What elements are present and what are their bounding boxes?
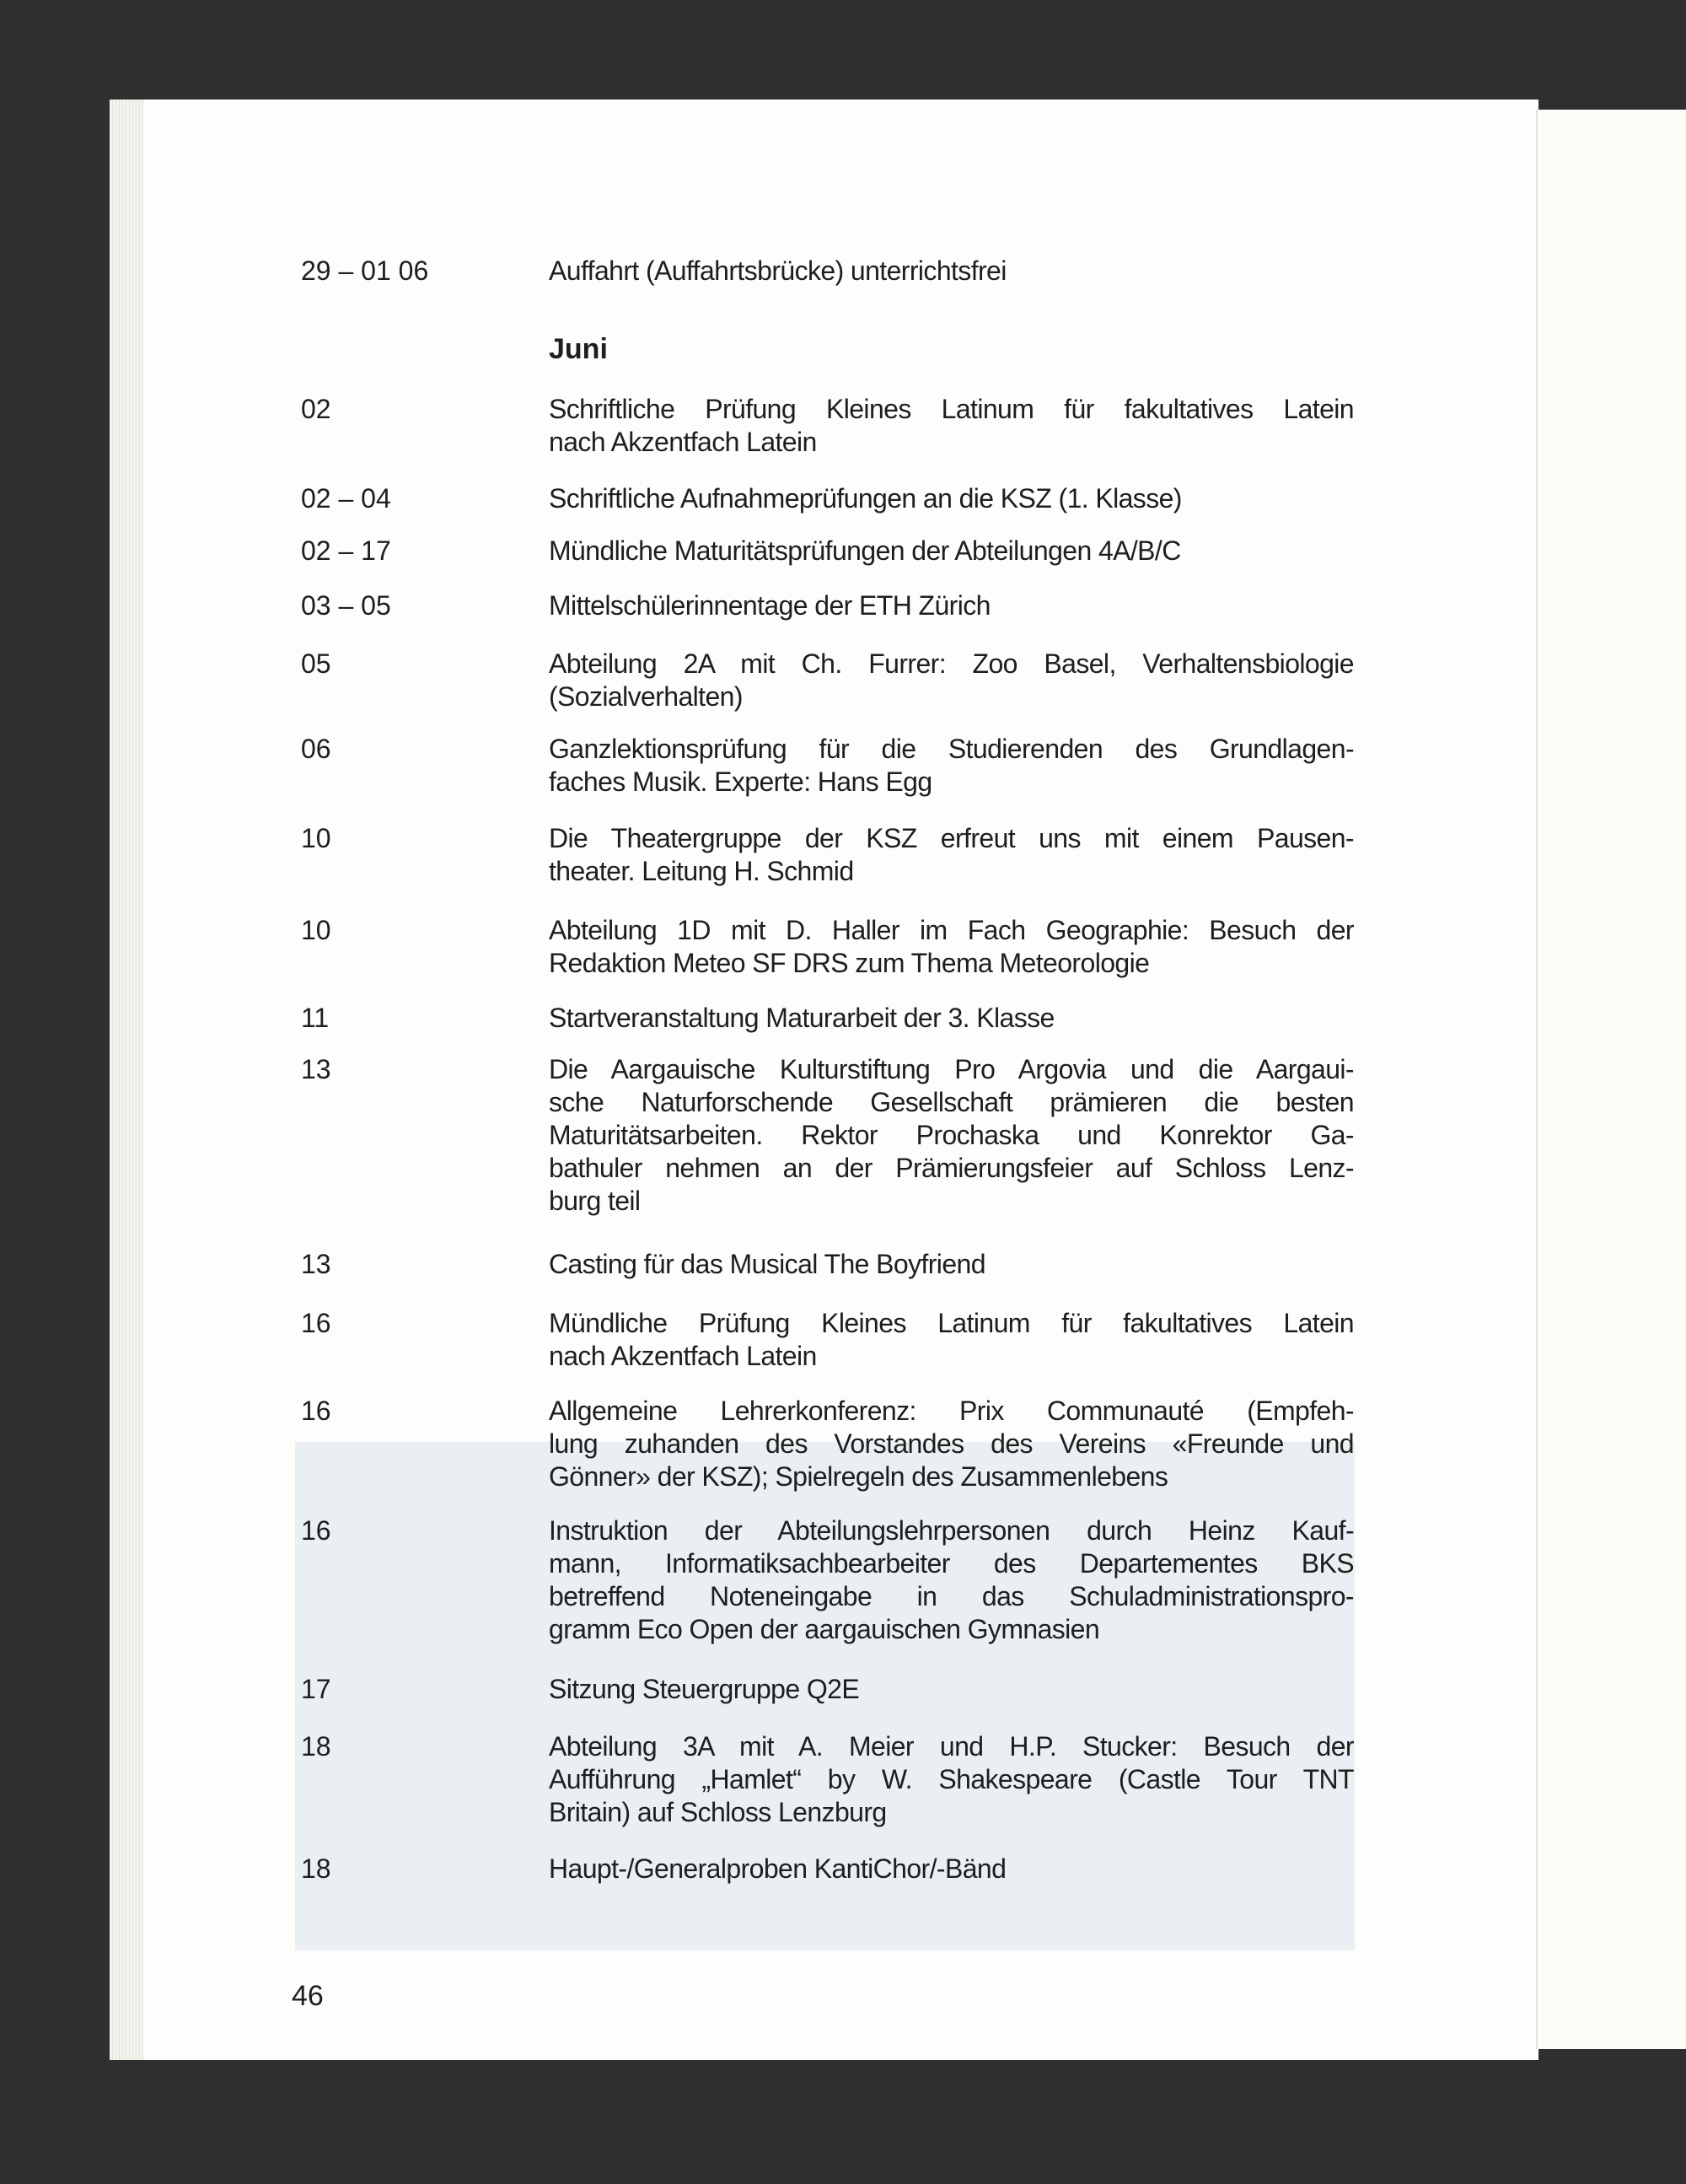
entry-description — [549, 482, 1354, 515]
facing-page-edge — [1536, 110, 1686, 2049]
entry-line: nach Akzentfach Latein — [549, 1341, 817, 1371]
entry-line: gramm Eco Open der aargauischen Gymnasien — [549, 1614, 1100, 1644]
entry-line: Mittelschülerinnentage der ETH Zürich — [549, 590, 991, 621]
entry-description — [549, 1853, 1354, 1885]
entry-date: 18 — [301, 1853, 331, 1884]
entry-date: 16 — [301, 1515, 331, 1546]
entry-date: 03 – 05 — [301, 590, 391, 621]
entry-date: 16 — [301, 1396, 331, 1426]
entry-line: burg teil — [549, 1186, 641, 1216]
entry-date: 13 — [301, 1054, 331, 1084]
entry-date: 29 – 01 06 — [301, 256, 429, 286]
entry-line: Mündliche Maturitätsprüfungen der Abteilungen 4A/B/C — [549, 535, 1181, 566]
entry-line: Auffahrt (Auffahrtsbrücke) unterrichtsfrei — [549, 256, 1007, 286]
entry-line: bathuler nehmen an der Prämierungsfeier auf Schloss Lenz- — [549, 1153, 1354, 1183]
month-heading: Juni — [549, 333, 608, 365]
entry-line: (Sozialverhalten) — [549, 681, 743, 712]
entry-description — [549, 589, 1354, 622]
entry-description — [549, 1395, 1354, 1493]
entry-description — [549, 1307, 1354, 1373]
entry-date: 02 — [301, 394, 331, 424]
entry-description — [549, 1514, 1354, 1646]
entry-description — [549, 535, 1354, 568]
entry-description — [549, 822, 1354, 888]
entry-date: 05 — [301, 648, 331, 679]
entry-description — [549, 1730, 1354, 1829]
entry-date: 13 — [301, 1249, 331, 1279]
entry-date: 02 – 04 — [301, 483, 391, 514]
entry-line: Abteilung 2A mit Ch. Furrer: Zoo Basel, Verhaltensbiologie — [549, 648, 1354, 679]
entry-line: mann, Informatiksachbearbeiter des Departementes BKS — [549, 1548, 1354, 1579]
entry-date: 16 — [301, 1308, 331, 1338]
entry-line: Aufführung „Hamlet“ by W. Shakespeare (Castle Tour TNT — [549, 1764, 1354, 1794]
entry-line: Maturitätsarbeiten. Rektor Prochaska und Konrektor Ga- — [549, 1120, 1354, 1150]
page-edges — [110, 100, 143, 2060]
entry-line: faches Musik. Experte: Hans Egg — [549, 767, 932, 797]
entry-description — [549, 393, 1354, 459]
entry-line: Abteilung 3A mit A. Meier und H.P. Stucker: Besuch der — [549, 1731, 1354, 1762]
entry-date: 06 — [301, 734, 331, 764]
entry-line: Allgemeine Lehrerkonferenz: Prix Communauté (Empfeh- — [549, 1396, 1354, 1426]
entry-description — [549, 1248, 1354, 1281]
entry-line: Mündliche Prüfung Kleines Latinum für fakultatives Latein — [549, 1308, 1354, 1338]
entry-line: nach Akzentfach Latein — [549, 427, 817, 457]
entry-description — [549, 1053, 1354, 1218]
entry-line: Gönner» der KSZ); Spielregeln des Zusammenlebens — [549, 1461, 1168, 1492]
entry-description — [549, 648, 1354, 713]
entry-date: 18 — [301, 1731, 331, 1762]
entry-line: sche Naturforschende Gesellschaft prämieren die besten — [549, 1087, 1354, 1117]
entry-line: lung zuhanden des Vorstandes des Vereins «Freunde und — [549, 1428, 1354, 1459]
entry-line: Sitzung Steuergruppe Q2E — [549, 1674, 860, 1704]
entry-description — [549, 1673, 1354, 1706]
entry-line: Abteilung 1D mit D. Haller im Fach Geographie: Besuch der — [549, 915, 1354, 945]
entry-line: Die Aargauische Kulturstiftung Pro Argovia und die Aargaui- — [549, 1054, 1354, 1084]
entry-date: 11 — [301, 1003, 330, 1033]
entry-line: betreffend Noteneingabe in das Schuladministrationspro- — [549, 1581, 1354, 1611]
entry-date: 10 — [301, 915, 331, 945]
entry-date: 17 — [301, 1674, 331, 1704]
entry-date: 02 – 17 — [301, 535, 391, 566]
entry-line: Schriftliche Aufnahmeprüfungen an die KSZ (1. Klasse) — [549, 483, 1182, 514]
entry-date: 10 — [301, 823, 331, 853]
entry-line: theater. Leitung H. Schmid — [549, 856, 854, 886]
entry-description — [549, 1002, 1354, 1035]
entry-line: Startveranstaltung Maturarbeit der 3. Klasse — [549, 1003, 1055, 1033]
entry-line: Ganzlektionsprüfung für die Studierenden des Grundlagen- — [549, 734, 1354, 764]
page-number: 46 — [292, 1980, 324, 2012]
entry-line: Redaktion Meteo SF DRS zum Thema Meteorologie — [549, 948, 1150, 978]
entry-line: Instruktion der Abteilungslehrpersonen durch Heinz Kauf- — [549, 1515, 1354, 1546]
entry-line: Casting für das Musical The Boyfriend — [549, 1249, 985, 1279]
entry-description — [549, 255, 1354, 288]
entry-description — [549, 733, 1354, 799]
entry-line: Haupt-/Generalproben KantiChor/-Bänd — [549, 1853, 1007, 1884]
entry-line: Die Theatergruppe der KSZ erfreut uns mit einem Pausen- — [549, 823, 1354, 853]
entry-description — [549, 914, 1354, 980]
entry-line: Britain) auf Schloss Lenzburg — [549, 1797, 887, 1827]
entry-line: Schriftliche Prüfung Kleines Latinum für fakultatives Latein — [549, 394, 1354, 424]
